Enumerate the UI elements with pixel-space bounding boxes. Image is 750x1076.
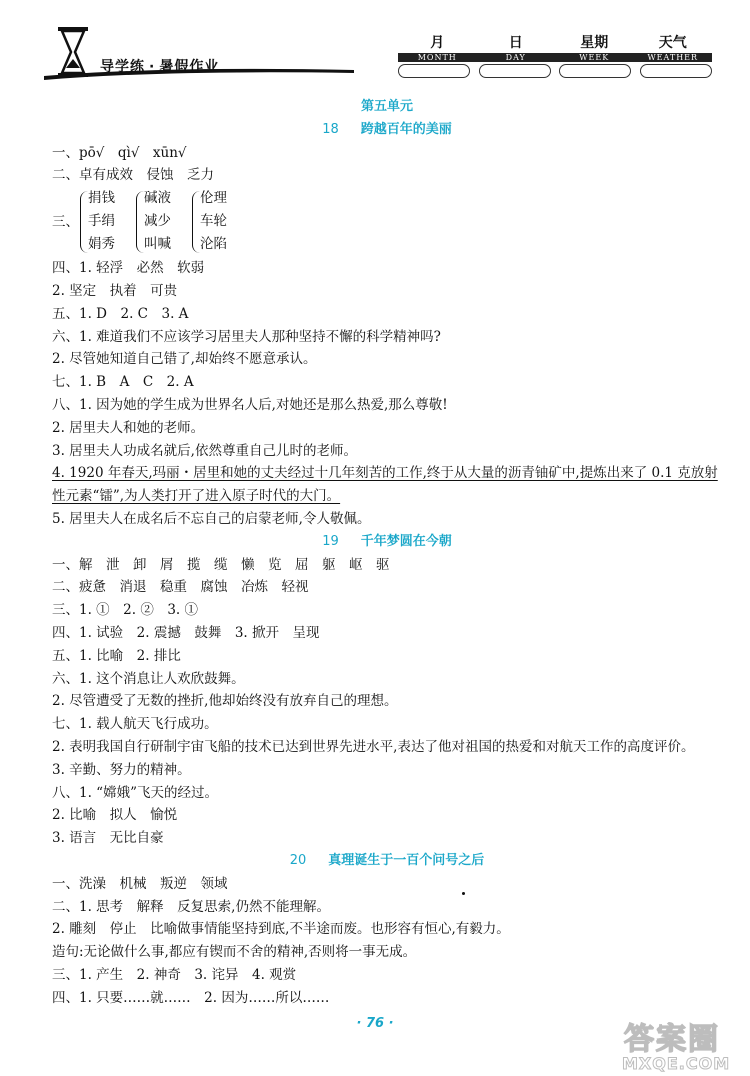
- word-column: [200, 187, 227, 256]
- lesson-18-heading: [52, 119, 722, 142]
- answer-line: 八、1. 因为她的学生成为世界名人后,对她还是那么热爱,那么尊敬!: [52, 396, 448, 413]
- page-number: · 76 ·: [356, 1016, 394, 1031]
- answer-line: 二、疲惫 消退 稳重 腐蚀 冶炼 轻视: [52, 579, 309, 596]
- answer-line: 三、1. ① 2. ② 3. ①: [52, 602, 199, 619]
- date-label-day: 日: [508, 35, 523, 51]
- answer-line: 六、1. 难道我们不应该学习居里夫人那种坚持不懈的科学精神吗?: [52, 328, 441, 345]
- answer-line: 2. 表明我国自行研制宇宙飞船的技术已达到世界先进水平,表达了他对祖国的热爱和对航天工作的高度评价。: [52, 738, 695, 755]
- answer-line: 一、pō√ qì√ xūn√: [52, 144, 187, 161]
- date-label-week: 星期: [580, 35, 609, 51]
- date-label-weather: 天气: [658, 35, 687, 51]
- date-bar: [398, 28, 712, 84]
- answer-line: 2. 居里夫人和她的老师。: [52, 419, 205, 436]
- answer-line: 七、1. B A C 2. A: [52, 374, 194, 391]
- answer-line: 四、1. 试验 2. 震撼 鼓舞 3. 掀开 呈现: [52, 624, 320, 641]
- answer-line: 造句:无论做什么事,都应有锲而不舍的精神,否则将一事无成。: [52, 944, 417, 961]
- date-labels: [398, 32, 712, 52]
- answer-line: 六、1. 这个消息让人欢欣鼓舞。: [52, 670, 245, 687]
- answer-line: 一、解 泄 卸 屑 揽 缆 懒 览 屈 躯 岖 驱: [52, 556, 390, 573]
- answer-line-underlined: 4. 1920 年春天,玛丽・居里和她的丈夫经过十几年刻苦的工作,终于从大量的沥青铀矿中,提炼出来了 0.1 克放射性元素“镭”,为人类打开了进入原子时代的大门。: [52, 465, 718, 505]
- day-field[interactable]: [479, 64, 551, 78]
- watermark: [612, 1014, 742, 1072]
- word-item: 伦理: [200, 190, 227, 207]
- answer-line: 2. 尽管遭受了无数的挫折,他却始终没有放弃自己的理想。: [52, 693, 398, 710]
- answer-line: 2. 比喻 拟人 愉悦: [52, 807, 178, 824]
- answer-line: 八、1. “嫦娥”飞天的经过。: [52, 784, 218, 801]
- answer-line: 二、1. 思考 解释 反复思索,仍然不能理解。: [52, 898, 330, 915]
- date-en-month: MONTH: [417, 53, 457, 62]
- brand-logo: [40, 26, 340, 84]
- lesson-title: 千年梦圆在今朝: [360, 533, 452, 549]
- answer-line: 五、1. D 2. C 3. A: [52, 305, 189, 322]
- watermark-url: MXQE.COM: [622, 1054, 731, 1073]
- word-item: 减少: [144, 213, 171, 230]
- answer-line: 四、1. 只要……就…… 2. 因为……所以……: [52, 989, 330, 1006]
- word-item: 沦陷: [200, 236, 227, 253]
- word-item: 碱液: [144, 190, 171, 207]
- date-en-day: DAY: [505, 53, 526, 62]
- word-item: 娟秀: [88, 236, 115, 253]
- answer-line: 五、1. 比喻 2. 排比: [52, 647, 181, 664]
- lesson-number: 18: [322, 121, 339, 137]
- answer-line: 5. 居里夫人在成名后不忘自己的启蒙老师,令人敬佩。: [52, 510, 371, 527]
- brand-separator: ·: [149, 59, 156, 75]
- word-column: [88, 187, 115, 256]
- date-band: [398, 53, 712, 62]
- answer-line: 四、1. 轻浮 必然 软弱: [52, 260, 205, 277]
- brand-title-left: 导学练: [100, 59, 145, 75]
- week-field[interactable]: [559, 64, 631, 78]
- answer-line: 2. 尽管她知道自己错了,却始终不愿意承认。: [52, 351, 317, 368]
- word-item: 叫喊: [144, 236, 171, 253]
- stray-dot: [462, 892, 465, 895]
- month-field[interactable]: [398, 64, 470, 78]
- lesson-title: 跨越百年的美丽: [360, 121, 452, 137]
- answer-line: 2. 雕刻 停止 比喻做事情能坚持到底,不半途而废。也形容有恒心,有毅力。: [52, 921, 510, 938]
- answer-line: 2. 坚定 执着 可贵: [52, 282, 178, 299]
- brand-title: [100, 56, 219, 76]
- page-header: [0, 0, 750, 92]
- lesson-number: 20: [289, 852, 307, 868]
- answer-line: 3. 居里夫人功成名就后,依然尊重自己儿时的老师。: [52, 442, 357, 459]
- answer-content: [52, 96, 722, 1009]
- lesson-20-heading: [52, 850, 722, 873]
- weather-field[interactable]: [640, 64, 712, 78]
- answer-line: 一、洗澡 机械 叛逆 领域: [52, 875, 228, 892]
- answer-line: 3. 语言 无比自豪: [52, 830, 164, 847]
- date-en-weather: WEATHER: [647, 53, 699, 62]
- brand-title-right: 暑假作业: [159, 59, 220, 75]
- word-item: 手绢: [88, 213, 115, 230]
- word-item: 捐钱: [88, 190, 115, 207]
- lesson-number: 19: [322, 533, 339, 549]
- lesson-title: 真理诞生于一百个问号之后: [328, 852, 485, 868]
- date-fields: [398, 64, 712, 78]
- section-label: 三、: [52, 214, 79, 231]
- answer-line: 三、1. 产生 2. 神奇 3. 诧异 4. 观赏: [52, 966, 297, 983]
- answer-line: 3. 辛勤、努力的精神。: [52, 761, 191, 778]
- watermark-text: 答案圈: [624, 1022, 720, 1057]
- answer-line: 七、1. 载人航天飞行成功。: [52, 716, 218, 733]
- word-group-block: [52, 187, 722, 257]
- word-item: 车轮: [200, 213, 227, 230]
- answer-line: 二、卓有成效 侵蚀 乏力: [52, 167, 214, 184]
- word-column: [144, 187, 171, 256]
- unit-title: 第五单元: [360, 99, 413, 114]
- lesson-19-heading: [52, 531, 722, 554]
- date-label-month: 月: [430, 35, 445, 51]
- date-en-week: WEEK: [579, 53, 610, 62]
